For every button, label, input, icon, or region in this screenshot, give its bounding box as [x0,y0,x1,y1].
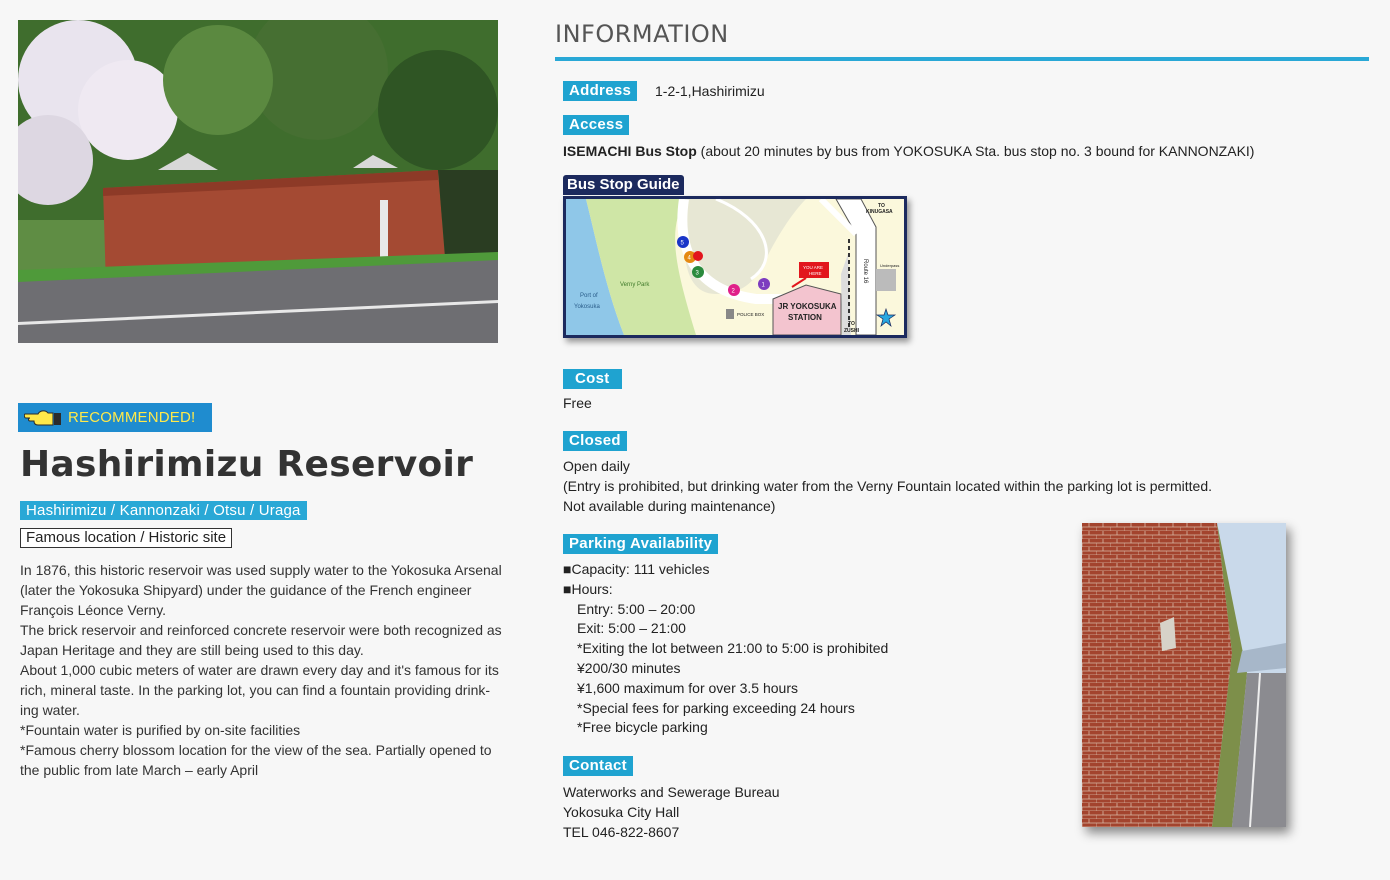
page-title: Hashirimizu Reservoir [20,444,474,485]
description [20,560,510,780]
map-here-label: YOU ARE [803,265,824,270]
parking-capacity: ■Capacity: 111 vehicles [563,561,710,577]
map-underpass-label: Underpass [880,263,900,268]
information-header [555,20,1369,61]
map-port-label: Port of [580,293,598,299]
information-heading: INFORMATION [555,20,729,48]
map-stop-1: 1 [761,282,765,289]
bus-stop-map [563,196,907,338]
cost-value: Free [563,395,592,411]
map-zushi-label-2: ZUSHI [844,328,859,334]
description-line: François Léonce Verny. [20,602,167,618]
cost-label: Cost [563,369,622,389]
parking-line: ¥1,600 maximum for over 3.5 hours [577,679,798,696]
map-port-label-2: Yokosuka [574,304,600,310]
description-line: the public from late March – early April [20,762,259,778]
address-label: Address [563,81,637,101]
description-line: (later the Yokosuka Shipyard) under the guidance of the French engineer [20,582,472,598]
pointing-hand-icon [24,408,62,428]
access-stop: ISEMACHI Bus Stop [563,143,697,159]
map-station-label-2: STATION [788,313,822,322]
contact-line: Yokosuka City Hall [563,804,680,820]
map-park-label: Verny Park [620,282,650,288]
parking-hours-heading: ■Hours: [563,580,613,597]
parking-details [563,560,888,738]
closed-line: Not available during maintenance) [563,498,776,514]
area-tag: Hashirimizu / Kannonzaki / Otsu / Uraga [20,501,307,520]
brick-wall-illustration [1082,523,1286,827]
parking-line: Exit: 5:00 – 21:00 [577,620,686,637]
description-line: About 1,000 cubic meters of water are drawn every day and it's famous for its [20,662,499,678]
access-value [563,141,1254,161]
description-line: The brick reservoir and reinforced concrete reservoir were both recognized as [20,622,502,638]
map-stop-4: 4 [687,255,691,262]
description-line: *Fountain water is purified by on-site facilities [20,722,301,738]
map-route-label: Route 16 [862,259,868,284]
contact-label: Contact [563,756,633,776]
map-here-label-2: HERE [809,271,822,276]
map-kinugasa-label: TO [878,203,885,209]
bus-stop-map-illustration [566,199,904,335]
bus-stop-guide-title: Bus Stop Guide [563,175,684,195]
contact-line: TEL 046-822-8607 [563,824,680,840]
description-line: ing water. [20,702,80,718]
brick-wall-photo [1082,523,1286,827]
closed-line: (Entry is prohibited, but drinking water from the Verny Fountain located within the parking lot is permitted. [563,478,1212,494]
description-line: *Famous cherry blossom location for the view of the sea. Partially opened to [20,742,492,758]
map-stop-2: 2 [731,288,735,295]
bus-stop-guide [563,175,907,339]
parking-label: Parking Availability [563,534,718,554]
map-police-label: POLICE BOX [737,312,765,317]
parking-line: *Exiting the lot between 21:00 to 5:00 is prohibited [577,640,889,657]
closed-label: Closed [563,431,627,451]
description-line: Japan Heritage and they are still being used to this day. [20,642,364,658]
category-tag: Famous location / Historic site [20,528,232,548]
reservoir-photo [18,20,498,343]
map-stop-5: 5 [680,240,684,247]
map-station-label: JR YOKOSUKA [778,302,837,311]
recommended-badge [18,403,212,432]
access-label: Access [563,115,629,135]
map-stop-3: 3 [695,270,699,277]
parking-line: ¥200/30 minutes [577,659,681,676]
map-kinugasa-label-2: KINUGASA [866,209,893,215]
parking-line: *Free bicycle parking [577,719,708,736]
contact-line: Waterworks and Sewerage Bureau [563,784,780,800]
closed-line: Open daily [563,458,630,474]
parking-line: Entry: 5:00 – 20:00 [577,600,696,617]
address-value: 1-2-1,Hashirimizu [655,83,765,99]
recommended-label: RECOMMENDED! [68,409,196,426]
map-zushi-label: TO [848,321,855,327]
description-line: In 1876, this historic reservoir was used supply water to the Yokosuka Arsenal [20,562,502,578]
access-detail: (about 20 minutes by bus from YOKOSUKA Sta. bus stop no. 3 bound for KANNONZAKI) [696,143,1255,159]
reservoir-photo-illustration [18,20,498,343]
parking-line: *Special fees for parking exceeding 24 hours [577,699,855,716]
description-line: rich, mineral taste. In the parking lot, you can find a fountain providing drink- [20,682,491,698]
